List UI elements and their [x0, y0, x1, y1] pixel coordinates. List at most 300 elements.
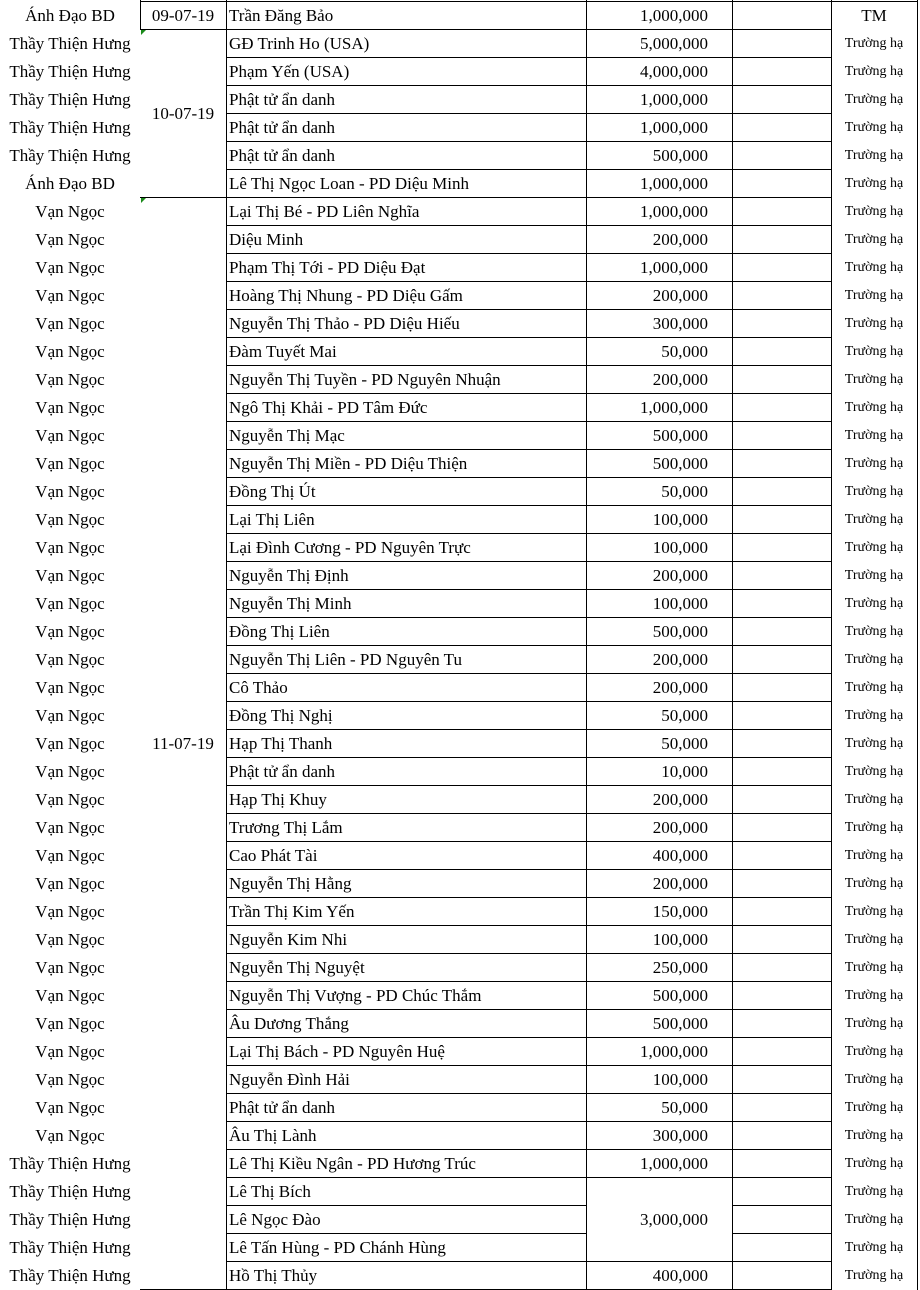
cell-donor-name: Lại Thị Bé - PD Liên Nghĩa: [229, 202, 420, 221]
cell-donor-name: Phạm Thị Tới - PD Diệu Đạt: [229, 258, 426, 277]
cell-group: Vạn Ngọc: [35, 846, 105, 865]
cell-date-merged: 10-07-19: [151, 104, 215, 123]
cell-category: Trường hạ: [844, 1016, 904, 1031]
grid-line-horizontal: [732, 57, 831, 58]
grid-line-horizontal: [732, 729, 831, 730]
grid-line-horizontal: [226, 1233, 586, 1234]
grid-line-horizontal: [226, 701, 586, 702]
cell-group: Thầy Thiện Hưng: [9, 90, 131, 109]
grid-line-vertical: [831, 0, 832, 1290]
cell-donor-name: Lê Ngọc Đào: [229, 1210, 321, 1229]
grid-line-horizontal: [226, 1121, 586, 1122]
cell-empty: [732, 814, 831, 842]
cell-category: Trường hạ: [844, 680, 904, 695]
grid-line-horizontal: [732, 785, 831, 786]
grid-line-horizontal: [732, 1, 831, 2]
cell-empty: [732, 170, 831, 198]
cell-category: Trường hạ: [844, 512, 904, 527]
grid-line-horizontal: [226, 1065, 586, 1066]
grid-line-horizontal: [586, 505, 732, 506]
grid-line-horizontal: [732, 225, 831, 226]
grid-line-horizontal: [732, 85, 831, 86]
cell-donor-name: Phật tử ẩn danh: [229, 1098, 336, 1117]
cell-donor-name: Hạp Thị Khuy: [229, 790, 327, 809]
grid-line-horizontal: [226, 365, 586, 366]
grid-line-horizontal: [732, 925, 831, 926]
cell-donor-name: Đồng Thị Nghị: [229, 706, 333, 725]
cell-group: Vạn Ngọc: [35, 314, 105, 333]
grid-line-horizontal: [140, 197, 226, 198]
cell-empty: [732, 534, 831, 562]
cell-group: Vạn Ngọc: [35, 1070, 105, 1089]
grid-line-horizontal: [732, 337, 831, 338]
grid-line-horizontal: [586, 309, 732, 310]
cell-category: Trường hạ: [844, 1128, 904, 1143]
cell-category: TM: [861, 6, 887, 25]
cell-donor-name: Trương Thị Lắm: [229, 818, 343, 837]
cell-donor-name: Phật tử ẩn danh: [229, 762, 336, 781]
grid-line-horizontal: [586, 785, 732, 786]
cell-category: Trường hạ: [844, 92, 904, 107]
grid-line-horizontal: [586, 673, 732, 674]
cell-group: Vạn Ngọc: [35, 202, 105, 221]
cell-donor-name: Nguyễn Thị Định: [229, 566, 349, 585]
cell-group: Vạn Ngọc: [35, 706, 105, 725]
grid-line-horizontal: [226, 253, 586, 254]
grid-line-horizontal: [586, 29, 732, 30]
cell-empty: [732, 1066, 831, 1094]
cell-empty: [732, 954, 831, 982]
grid-line-horizontal: [226, 1205, 586, 1206]
cell-amount: 1,000,000: [640, 90, 708, 109]
cell-marker-icon: [141, 198, 146, 203]
cell-group: Vạn Ngọc: [35, 454, 105, 473]
grid-line-horizontal: [226, 449, 586, 450]
cell-amount: 100,000: [652, 510, 708, 529]
cell-empty: [732, 2, 831, 30]
grid-line-horizontal: [732, 841, 831, 842]
cell-amount: 500,000: [652, 146, 708, 165]
cell-empty: [732, 1150, 831, 1178]
grid-line-horizontal: [732, 281, 831, 282]
cell-donor-name: Lê Thị Kiều Ngân - PD Hương Trúc: [229, 1154, 476, 1173]
grid-line-horizontal: [732, 1009, 831, 1010]
cell-empty: [732, 1178, 831, 1206]
cell-group: Thầy Thiện Hưng: [9, 1266, 131, 1285]
cell-category: Trường hạ: [844, 1268, 904, 1283]
grid-line-horizontal: [226, 393, 586, 394]
cell-donor-name: Nguyễn Đình Hải: [229, 1070, 350, 1089]
cell-amount: 400,000: [652, 1266, 708, 1285]
grid-line-horizontal: [226, 85, 586, 86]
cell-category: Trường hạ: [844, 596, 904, 611]
grid-line-horizontal: [586, 561, 732, 562]
cell-amount: 1,000,000: [640, 258, 708, 277]
cell-group: Vạn Ngọc: [35, 1042, 105, 1061]
grid-line-horizontal: [586, 645, 732, 646]
cell-amount: 10,000: [661, 762, 708, 781]
cell-empty: [732, 702, 831, 730]
cell-donor-name: Đàm Tuyết Mai: [229, 342, 337, 361]
cell-group: Vạn Ngọc: [35, 790, 105, 809]
grid-line-horizontal: [732, 1065, 831, 1066]
grid-line-horizontal: [226, 673, 586, 674]
cell-donor-name: Phạm Yến (USA): [229, 62, 350, 81]
grid-line-horizontal: [226, 113, 586, 114]
cell-amount: 1,000,000: [640, 398, 708, 417]
cell-category: Trường hạ: [844, 652, 904, 667]
cell-amount: 300,000: [652, 1126, 708, 1145]
cell-donor-name: Đồng Thị Liên: [229, 622, 330, 641]
grid-line-horizontal: [586, 365, 732, 366]
cell-amount: 200,000: [652, 370, 708, 389]
cell-category: Trường hạ: [844, 1156, 904, 1171]
grid-line-horizontal: [226, 1009, 586, 1010]
grid-line-horizontal: [732, 253, 831, 254]
grid-line-horizontal: [226, 533, 586, 534]
cell-empty: [732, 226, 831, 254]
cell-donor-name: Đồng Thị Út: [229, 482, 316, 501]
cell-donor-name: Nguyễn Thị Miền - PD Diệu Thiện: [229, 454, 468, 473]
cell-donor-name: Lê Tấn Hùng - PD Chánh Hùng: [229, 1238, 446, 1257]
grid-line-horizontal: [226, 421, 586, 422]
grid-line-horizontal: [732, 1205, 831, 1206]
grid-line-horizontal: [732, 645, 831, 646]
grid-line-horizontal: [732, 1149, 831, 1150]
cell-category: Trường hạ: [844, 764, 904, 779]
grid-line-horizontal: [586, 925, 732, 926]
cell-group: Vạn Ngọc: [35, 762, 105, 781]
cell-amount: 50,000: [661, 1098, 708, 1117]
grid-line-horizontal: [732, 1261, 831, 1262]
grid-line-horizontal: [226, 197, 586, 198]
cell-empty: [732, 478, 831, 506]
cell-amount: 500,000: [652, 986, 708, 1005]
grid-line-horizontal: [586, 1, 732, 2]
grid-line-horizontal: [732, 1093, 831, 1094]
cell-category: Trường hạ: [844, 148, 904, 163]
cell-group: Thầy Thiện Hưng: [9, 1238, 131, 1257]
cell-group: Vạn Ngọc: [35, 230, 105, 249]
cell-donor-name: Nguyễn Thị Nguyệt: [229, 958, 365, 977]
cell-category: Trường hạ: [844, 36, 904, 51]
cell-amount: 200,000: [652, 818, 708, 837]
cell-empty: [732, 422, 831, 450]
grid-line-horizontal: [226, 1149, 586, 1150]
grid-line-horizontal: [732, 1177, 831, 1178]
cell-amount: 200,000: [652, 230, 708, 249]
cell-empty: [732, 842, 831, 870]
grid-line-horizontal: [586, 533, 732, 534]
cell-empty: [732, 254, 831, 282]
grid-line-horizontal: [586, 449, 732, 450]
grid-line-horizontal: [586, 337, 732, 338]
cell-empty: [732, 758, 831, 786]
cell-empty: [732, 898, 831, 926]
cell-group: Vạn Ngọc: [35, 1126, 105, 1145]
cell-category: Trường hạ: [844, 1212, 904, 1227]
grid-line-vertical: [917, 0, 918, 1290]
cell-empty: [732, 1234, 831, 1262]
cell-empty: [732, 982, 831, 1010]
grid-line-horizontal: [586, 1065, 732, 1066]
grid-line-horizontal: [586, 141, 732, 142]
cell-empty: [732, 338, 831, 366]
cell-amount-merged: 3,000,000: [640, 1210, 708, 1229]
cell-category: Trường hạ: [844, 932, 904, 947]
cell-amount: 1,000,000: [640, 6, 708, 25]
cell-amount: 200,000: [652, 286, 708, 305]
grid-line-horizontal: [732, 113, 831, 114]
cell-group: Vạn Ngọc: [35, 734, 105, 753]
cell-amount: 200,000: [652, 678, 708, 697]
cell-donor-name: Hồ Thị Thủy: [229, 1266, 318, 1285]
cell-category: Trường hạ: [844, 876, 904, 891]
cell-empty: [732, 394, 831, 422]
cell-donor-name: Trần Đăng Bảo: [229, 6, 334, 25]
cell-category: Trường hạ: [844, 176, 904, 191]
grid-line-horizontal: [226, 337, 586, 338]
cell-donor-name: Lê Thị Bích: [229, 1182, 311, 1201]
cell-category: Trường hạ: [844, 1184, 904, 1199]
grid-line-horizontal: [226, 1177, 586, 1178]
grid-line-horizontal: [586, 421, 732, 422]
cell-amount: 1,000,000: [640, 1042, 708, 1061]
grid-line-horizontal: [586, 1093, 732, 1094]
cell-group: Thầy Thiện Hưng: [9, 34, 131, 53]
cell-date: 09-07-19: [151, 6, 215, 25]
cell-empty: [732, 198, 831, 226]
cell-amount: 250,000: [652, 958, 708, 977]
cell-donor-name: Phật tử ẩn danh: [229, 118, 336, 137]
cell-amount: 50,000: [661, 342, 708, 361]
grid-line-horizontal: [732, 1233, 831, 1234]
grid-line-horizontal: [226, 1037, 586, 1038]
grid-line-horizontal: [586, 757, 732, 758]
cell-empty: [732, 618, 831, 646]
cell-empty: [732, 870, 831, 898]
grid-line-horizontal: [586, 1121, 732, 1122]
cell-amount: 200,000: [652, 650, 708, 669]
cell-category: Trường hạ: [844, 904, 904, 919]
grid-line-horizontal: [226, 1261, 586, 1262]
grid-line-horizontal: [226, 897, 586, 898]
grid-line-horizontal: [226, 561, 586, 562]
grid-line-horizontal: [226, 309, 586, 310]
cell-group: Vạn Ngọc: [35, 286, 105, 305]
cell-empty: [732, 562, 831, 590]
cell-amount: 50,000: [661, 482, 708, 501]
grid-line-horizontal: [226, 981, 586, 982]
grid-line-horizontal: [732, 869, 831, 870]
cell-group: Thầy Thiện Hưng: [9, 146, 131, 165]
grid-line-horizontal: [732, 701, 831, 702]
grid-line-horizontal: [140, 1, 226, 2]
grid-line-horizontal: [586, 57, 732, 58]
cell-group: Thầy Thiện Hưng: [9, 118, 131, 137]
cell-empty: [732, 142, 831, 170]
grid-line-horizontal: [732, 813, 831, 814]
cell-category: Trường hạ: [844, 64, 904, 79]
grid-line-horizontal: [586, 113, 732, 114]
cell-empty: [732, 450, 831, 478]
grid-line-horizontal: [586, 225, 732, 226]
cell-empty: [732, 590, 831, 618]
cell-donor-name: Nguyễn Thị Liên - PD Nguyên Tu: [229, 650, 462, 669]
cell-amount: 500,000: [652, 454, 708, 473]
cell-amount: 50,000: [661, 734, 708, 753]
cell-category: Trường hạ: [844, 428, 904, 443]
cell-group: Vạn Ngọc: [35, 650, 105, 669]
cell-group: Vạn Ngọc: [35, 958, 105, 977]
cell-amount: 1,000,000: [640, 1154, 708, 1173]
cell-amount: 200,000: [652, 790, 708, 809]
cell-donor-name: Lê Thị Ngọc Loan - PD Diệu Minh: [229, 174, 470, 193]
cell-donor-name: Nguyễn Thị Thảo - PD Diệu Hiếu: [229, 314, 460, 333]
grid-line-horizontal: [586, 85, 732, 86]
cell-category: Trường hạ: [844, 260, 904, 275]
grid-line-horizontal: [226, 57, 586, 58]
grid-line-horizontal: [226, 645, 586, 646]
grid-line-horizontal: [226, 1093, 586, 1094]
cell-donor-name: Phật tử ẩn danh: [229, 146, 336, 165]
cell-amount: 500,000: [652, 426, 708, 445]
cell-category: Trường hạ: [844, 1100, 904, 1115]
grid-line-horizontal: [586, 897, 732, 898]
cell-amount: 400,000: [652, 846, 708, 865]
cell-group: Ánh Đạo BD: [25, 6, 115, 25]
grid-line-horizontal: [732, 757, 831, 758]
cell-donor-name: Lại Thị Bách - PD Nguyên Huệ: [229, 1042, 445, 1061]
cell-amount: 100,000: [652, 930, 708, 949]
cell-donor-name: Cô Thảo: [229, 678, 288, 697]
cell-category: Trường hạ: [844, 848, 904, 863]
cell-donor-name: Hạp Thị Thanh: [229, 734, 333, 753]
grid-line-horizontal: [732, 449, 831, 450]
cell-empty: [732, 674, 831, 702]
cell-group: Vạn Ngọc: [35, 482, 105, 501]
cell-empty: [732, 1262, 831, 1290]
cell-empty: [732, 86, 831, 114]
grid-line-horizontal: [732, 561, 831, 562]
grid-line-horizontal: [226, 953, 586, 954]
cell-amount: 5,000,000: [640, 34, 708, 53]
cell-donor-name: Âu Dương Thắng: [229, 1014, 349, 1033]
cell-donor-name: Nguyễn Thị Tuyền - PD Nguyên Nhuận: [229, 370, 501, 389]
cell-empty: [732, 1094, 831, 1122]
cell-donor-name: Ngô Thị Khải - PD Tâm Đức: [229, 398, 428, 417]
grid-line-horizontal: [586, 981, 732, 982]
cell-amount: 4,000,000: [640, 62, 708, 81]
grid-line-horizontal: [586, 1261, 732, 1262]
cell-empty: [732, 366, 831, 394]
grid-line-horizontal: [586, 813, 732, 814]
grid-line-horizontal: [226, 281, 586, 282]
cell-donor-name: Lại Thị Liên: [229, 510, 315, 529]
cell-empty: [732, 30, 831, 58]
cell-category: Trường hạ: [844, 624, 904, 639]
cell-empty: [732, 730, 831, 758]
grid-line-horizontal: [226, 785, 586, 786]
cell-donor-name: Phật tử ẩn danh: [229, 90, 336, 109]
grid-line-horizontal: [732, 197, 831, 198]
cell-group: Vạn Ngọc: [35, 986, 105, 1005]
cell-category: Trường hạ: [844, 316, 904, 331]
cell-empty: [732, 310, 831, 338]
cell-category: Trường hạ: [844, 232, 904, 247]
cell-category: Trường hạ: [844, 372, 904, 387]
grid-line-horizontal: [226, 757, 586, 758]
cell-group: Thầy Thiện Hưng: [9, 1154, 131, 1173]
cell-group: Ánh Đạo BD: [25, 174, 115, 193]
cell-category: Trường hạ: [844, 1072, 904, 1087]
cell-empty: [732, 506, 831, 534]
grid-line-horizontal: [226, 729, 586, 730]
grid-line-horizontal: [586, 1177, 732, 1178]
cell-donor-name: Nguyễn Kim Nhi: [229, 930, 348, 949]
grid-line-horizontal: [732, 1037, 831, 1038]
cell-category: Trường hạ: [844, 456, 904, 471]
grid-line-horizontal: [226, 841, 586, 842]
cell-group: Vạn Ngọc: [35, 258, 105, 277]
cell-category: Trường hạ: [844, 820, 904, 835]
cell-group: Vạn Ngọc: [35, 930, 105, 949]
cell-donor-name: Nguyễn Thị Mạc: [229, 426, 345, 445]
cell-empty: [732, 646, 831, 674]
cell-category: Trường hạ: [844, 484, 904, 499]
cell-donor-name: Cao Phát Tài: [229, 846, 318, 865]
grid-line-horizontal: [732, 953, 831, 954]
cell-group: Vạn Ngọc: [35, 622, 105, 641]
grid-line-horizontal: [586, 1009, 732, 1010]
grid-line-horizontal: [226, 617, 586, 618]
cell-category: Trường hạ: [844, 568, 904, 583]
grid-line-horizontal: [586, 589, 732, 590]
grid-line-horizontal: [732, 505, 831, 506]
cell-empty: [732, 786, 831, 814]
cell-donor-name: Diệu Minh: [229, 230, 304, 249]
cell-date-merged: 11-07-19: [152, 734, 214, 753]
cell-category: Trường hạ: [844, 344, 904, 359]
cell-group: Thầy Thiện Hưng: [9, 1210, 131, 1229]
cell-amount: 1,000,000: [640, 118, 708, 137]
cell-donor-name: Nguyễn Thị Minh: [229, 594, 352, 613]
cell-group: Vạn Ngọc: [35, 426, 105, 445]
grid-line-horizontal: [732, 309, 831, 310]
cell-empty: [732, 1038, 831, 1066]
grid-line-horizontal: [586, 953, 732, 954]
cell-empty: [732, 1206, 831, 1234]
cell-amount: 50,000: [661, 706, 708, 725]
cell-category: Trường hạ: [844, 120, 904, 135]
cell-category: Trường hạ: [844, 988, 904, 1003]
grid-line-horizontal: [226, 925, 586, 926]
grid-line-horizontal: [226, 169, 586, 170]
cell-category: Trường hạ: [844, 708, 904, 723]
cell-group: Vạn Ngọc: [35, 566, 105, 585]
cell-amount: 100,000: [652, 1070, 708, 1089]
grid-line-horizontal: [586, 729, 732, 730]
grid-line-horizontal: [732, 365, 831, 366]
cell-marker-icon: [141, 30, 146, 35]
grid-line-horizontal: [732, 169, 831, 170]
cell-category: Trường hạ: [844, 540, 904, 555]
grid-line-horizontal: [732, 421, 831, 422]
cell-amount: 150,000: [652, 902, 708, 921]
cell-category: Trường hạ: [844, 792, 904, 807]
grid-line-horizontal: [586, 197, 732, 198]
cell-amount: 500,000: [652, 622, 708, 641]
